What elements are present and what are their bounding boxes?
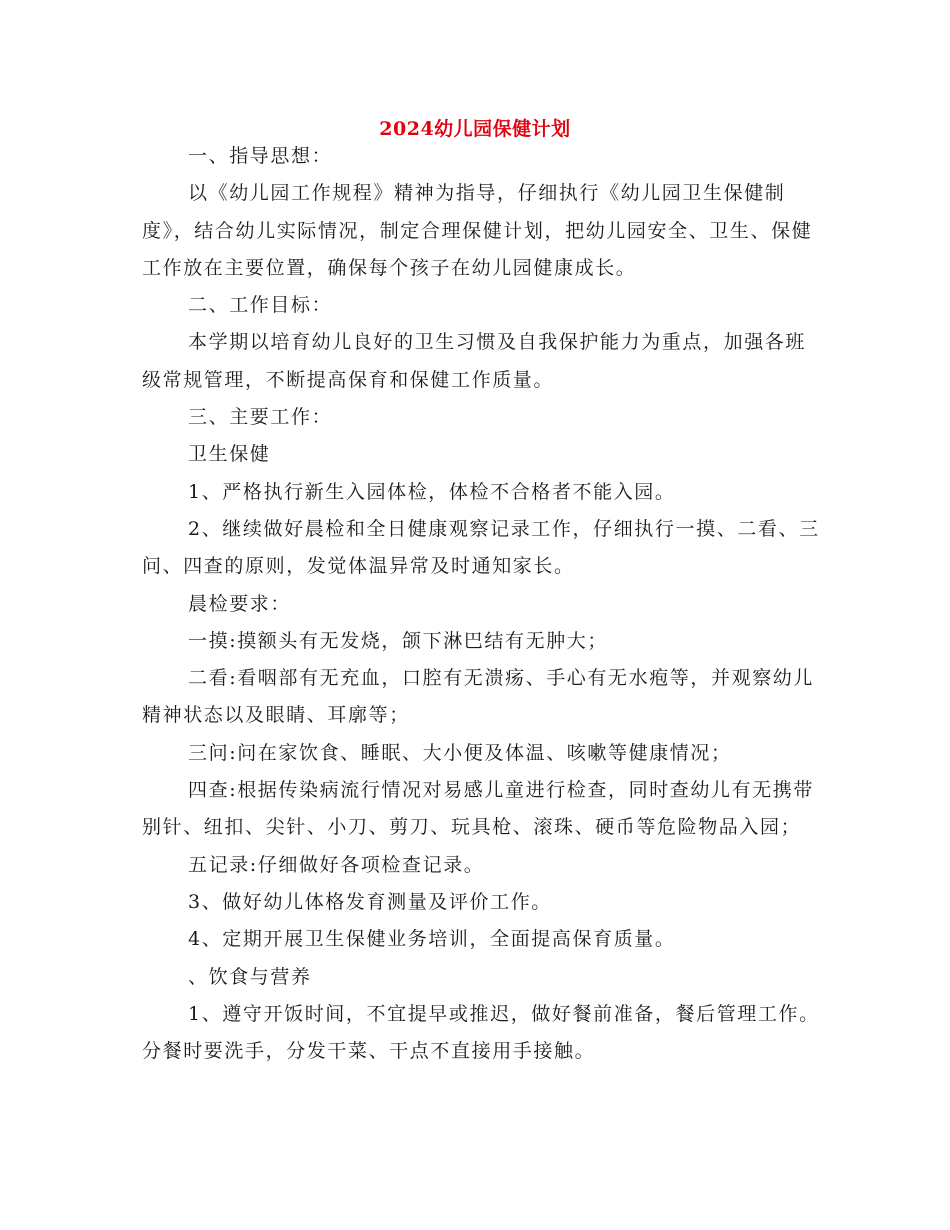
list-item-1: 1、严格执行新生入园体检，体检不合格者不能入园。 — [188, 480, 676, 503]
list-item-3: 3、做好幼儿体格发育测量及评价工作。 — [188, 890, 552, 913]
list-item-4: 4、定期开展卫生保健业务培训，全面提高保育质量。 — [188, 928, 676, 951]
check-item-look: 二看:看咽部有无充血，口腔有无溃疡、手心有无水疱等，并观察幼儿精神状态以及眼睛、耳廓等； — [142, 667, 815, 727]
document-body — [142, 138, 822, 1070]
paragraph-work-goals: 本学期以培育幼儿良好的卫生习惯及自我保护能力为重点，加强各班级常规管理，不断提高保育和保健工作质量。 — [142, 331, 807, 391]
subheading-morning-check: 晨检要求： — [188, 592, 292, 615]
section-heading-main-work: 三、主要工作： — [188, 406, 333, 429]
subheading-diet-nutrition: 、饮食与营养 — [188, 965, 312, 988]
check-item-ask: 三问:问在家饮食、睡眠、大小便及体温、咳嗽等健康情况； — [188, 741, 732, 764]
check-item-inspect: 四查:根据传染病流行情况对易感儿童进行检查，同时查幼儿有无携带别针、纽扣、尖针、小刀、剪刀、玩具枪、滚珠、硬币等危险物品入园； — [142, 779, 815, 839]
paragraph-guiding-ideology: 以《幼儿园工作规程》精神为指导，仔细执行《幼儿园卫生保健制度》，结合幼儿实际情况，制定合理保健计划，把幼儿园安全、卫生、保健工作放在主要位置，确保每个孩子在幼儿园健康成长。 — [142, 182, 813, 279]
check-item-touch: 一摸:摸额头有无发烧，颌下淋巴结有无肿大； — [188, 629, 609, 652]
section-heading-work-goals: 二、工作目标： — [188, 294, 333, 317]
list-item-2: 2、继续做好晨检和全日健康观察记录工作，仔细执行一摸、二看、三问、四查的原则，发觉体温异常及时通知家长。 — [142, 517, 820, 578]
diet-item-1: 1、遵守开饭时间，不宜提早或推迟，做好餐前准备，餐后管理工作。分餐时要洗手，分发干菜、干点不直接用手接触。 — [142, 1002, 820, 1063]
check-item-record: 五记录:仔细做好各项检查记录。 — [188, 853, 485, 876]
document-title: 2024幼儿园保健计划 — [379, 118, 571, 140]
section-heading-guiding-ideology: 一、指导思想： — [188, 145, 333, 167]
subheading-hygiene-care: 卫生保健 — [188, 443, 271, 466]
